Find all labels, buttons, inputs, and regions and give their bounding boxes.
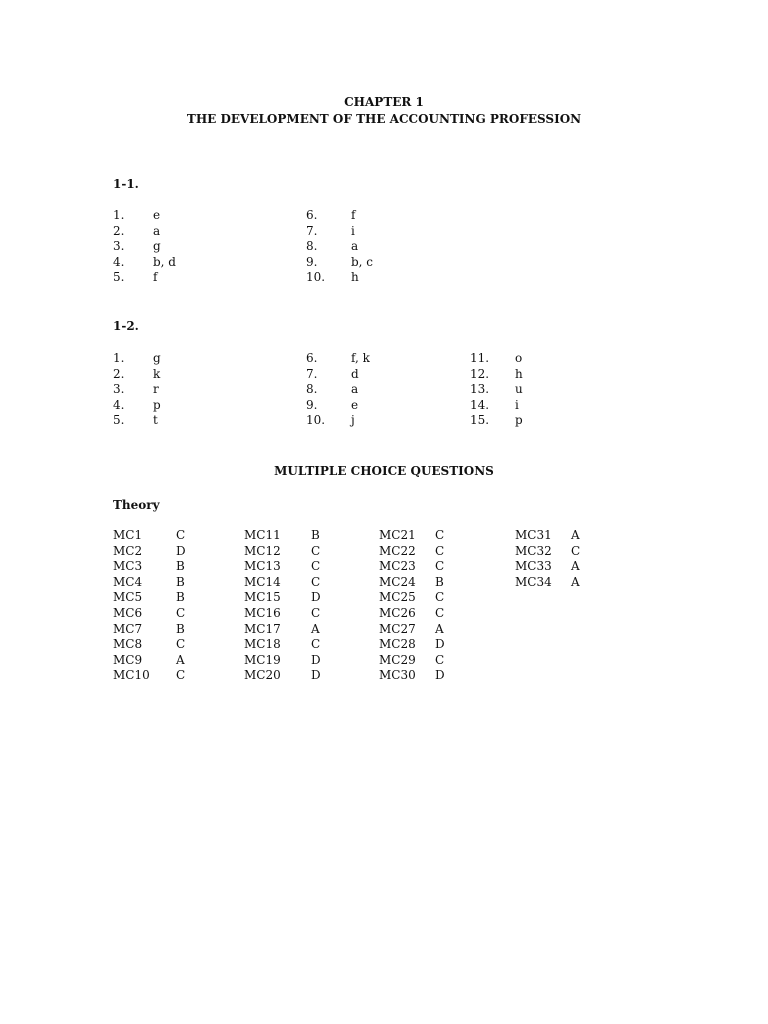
answer-value: B — [176, 621, 185, 636]
question-number: MC11 — [244, 528, 281, 542]
answer-value: r — [153, 382, 159, 397]
question-number: MC23 — [379, 559, 416, 574]
question-number: MC25 — [379, 590, 416, 605]
answer-value: A — [571, 559, 580, 574]
question-number: MC7 — [113, 621, 143, 636]
chapter-label: CHAPTER 1 — [344, 95, 424, 109]
answer-value: C — [435, 543, 445, 558]
question-number: MC22 — [379, 543, 416, 558]
question-number: MC18 — [244, 637, 281, 652]
answer-value: C — [176, 528, 186, 542]
answer-value: A — [571, 528, 580, 542]
question-number: MC34 — [515, 574, 552, 589]
answer-value: h — [351, 270, 359, 285]
answer-value: B — [435, 574, 444, 589]
answer-value: e — [351, 397, 359, 412]
chapter-title: THE DEVELOPMENT OF THE ACCOUNTING PROFESSION — [186, 112, 582, 126]
answer-value: C — [311, 559, 321, 574]
answer-value: b, d — [153, 254, 176, 269]
answer-value: C — [435, 559, 445, 574]
answer-value: A — [176, 652, 185, 667]
question-number: 3. — [113, 382, 125, 397]
question-number: 7. — [306, 223, 318, 238]
question-number: 14. — [470, 397, 490, 412]
question-number: 8. — [306, 239, 318, 254]
question-number: MC33 — [515, 559, 552, 574]
answer-value: A — [435, 621, 444, 636]
answer-value: C — [435, 652, 445, 667]
answer-value: C — [176, 606, 186, 620]
answer-value: C — [435, 606, 445, 620]
answer-value: C — [435, 528, 445, 542]
answer-value: k — [153, 366, 161, 381]
answer-value: u — [515, 382, 523, 397]
answer-value: C — [311, 574, 321, 589]
question-number: 3. — [113, 239, 125, 254]
answer-value: D — [311, 652, 321, 667]
question-number: 15. — [470, 413, 490, 428]
question-number: 2. — [113, 223, 125, 238]
question-number: 1. — [113, 208, 125, 222]
mcq-heading: MULTIPLE CHOICE QUESTIONS — [274, 464, 494, 478]
question-number: 13. — [470, 382, 490, 397]
answer-value: D — [435, 668, 445, 683]
question-number: MC8 — [113, 637, 143, 652]
question-number: MC14 — [244, 574, 281, 589]
section-heading-1-2: 1-2. — [113, 319, 139, 333]
question-number: MC21 — [379, 528, 416, 542]
question-number: MC24 — [379, 574, 416, 589]
question-number: MC13 — [244, 559, 281, 574]
question-number: 6. — [306, 351, 318, 365]
question-number: 10. — [306, 270, 326, 285]
answer-value: a — [351, 239, 359, 254]
question-number: MC17 — [244, 621, 281, 636]
question-number: 6. — [306, 208, 318, 222]
question-number: 11. — [470, 351, 490, 365]
question-number: 4. — [113, 397, 125, 412]
answer-value: a — [351, 382, 359, 397]
question-number: MC15 — [244, 590, 281, 605]
answer-value: i — [351, 223, 355, 238]
answer-value: g — [153, 351, 161, 365]
answer-value: D — [311, 590, 321, 605]
answer-value: D — [176, 543, 186, 558]
answer-value: B — [176, 574, 185, 589]
question-number: MC26 — [379, 606, 416, 620]
question-number: MC31 — [515, 528, 552, 542]
answer-value: A — [571, 574, 580, 589]
question-number: 9. — [306, 397, 318, 412]
answer-value: i — [515, 397, 519, 412]
question-number: 9. — [306, 254, 318, 269]
answer-value: B — [176, 590, 185, 605]
answer-value: D — [311, 668, 321, 683]
question-number: MC30 — [379, 668, 416, 683]
answer-value: p — [153, 397, 161, 412]
section-heading-1-1: 1-1. — [113, 177, 139, 191]
answer-value: p — [515, 413, 523, 428]
question-number: 12. — [470, 366, 490, 381]
answer-value: j — [351, 413, 355, 428]
question-number: MC2 — [113, 543, 143, 558]
question-number: MC6 — [113, 606, 143, 620]
question-number: MC3 — [113, 559, 143, 574]
question-number: MC19 — [244, 652, 281, 667]
question-number: 4. — [113, 254, 125, 269]
answer-value: f, k — [351, 351, 370, 365]
theory-subheading: Theory — [113, 498, 160, 512]
answer-value: C — [571, 543, 581, 558]
question-number: MC12 — [244, 543, 281, 558]
question-number: MC20 — [244, 668, 281, 683]
answer-value: C — [176, 637, 186, 652]
question-number: MC32 — [515, 543, 552, 558]
question-number: 10. — [306, 413, 326, 428]
answer-value: D — [435, 637, 445, 652]
answer-value: A — [311, 621, 320, 636]
question-number: MC1 — [113, 528, 143, 542]
question-number: MC27 — [379, 621, 416, 636]
answer-value: B — [311, 528, 320, 542]
answer-value: C — [311, 606, 321, 620]
answer-value: b, c — [351, 254, 374, 269]
question-number: 1. — [113, 351, 125, 365]
answer-value: o — [515, 351, 523, 365]
question-number: MC28 — [379, 637, 416, 652]
question-number: MC29 — [379, 652, 416, 667]
question-number: 2. — [113, 366, 125, 381]
answer-value: C — [176, 668, 186, 683]
question-number: MC16 — [244, 606, 281, 620]
answer-value: d — [351, 366, 359, 381]
answer-value: g — [153, 239, 161, 254]
answer-value: h — [515, 366, 523, 381]
answer-value: C — [311, 637, 321, 652]
answer-value: a — [153, 223, 161, 238]
answer-value: e — [153, 208, 161, 222]
question-number: 5. — [113, 413, 125, 428]
answer-value: C — [435, 590, 445, 605]
question-number: MC4 — [113, 574, 143, 589]
question-number: 7. — [306, 366, 318, 381]
question-number: MC5 — [113, 590, 143, 605]
answer-value: f — [153, 270, 158, 285]
question-number: 8. — [306, 382, 318, 397]
question-number: MC10 — [113, 668, 150, 683]
answer-value: C — [311, 543, 321, 558]
question-number: 5. — [113, 270, 125, 285]
answer-value: f — [351, 208, 356, 222]
answer-value: t — [153, 413, 158, 428]
answer-value: B — [176, 559, 185, 574]
question-number: MC9 — [113, 652, 143, 667]
